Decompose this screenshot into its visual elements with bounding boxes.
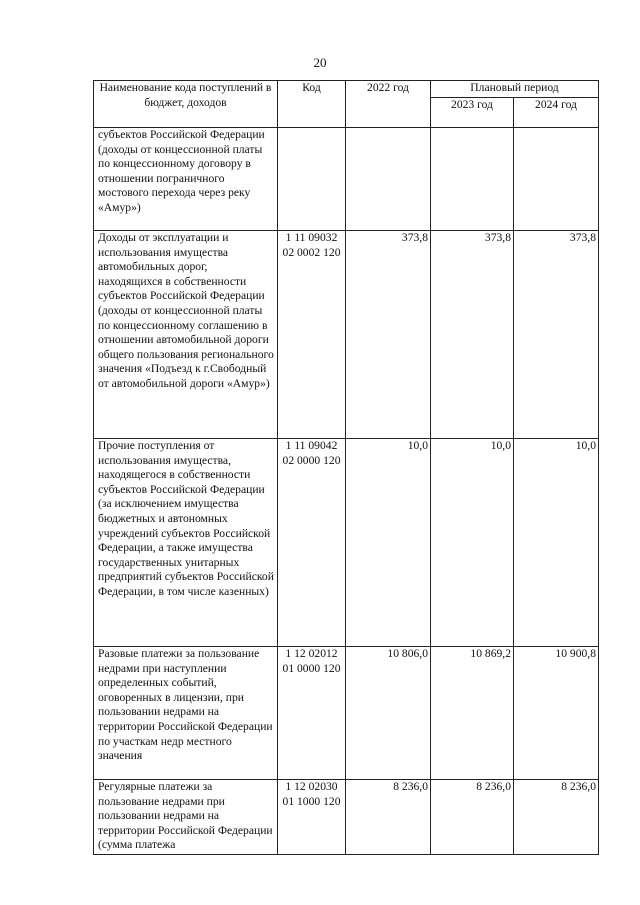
- row-name: Регулярные платежи за пользование недрами при пользовании недрами на территории Российской Федерации (сумма платежа: [94, 780, 278, 855]
- header-2024: 2024 год: [514, 98, 599, 128]
- row-name: субъектов Российской Федерации (доходы от концессионной платы по концессионному договору в отношении пограничного мостового перехода через реку «Амур»): [94, 128, 278, 231]
- row-code: 1 11 09032 02 0002 120: [278, 231, 346, 439]
- row-value-2024: [514, 128, 599, 231]
- row-value-2023: [431, 128, 514, 231]
- row-name: Доходы от эксплуатации и использования имущества автомобильных дорог, находящихся в собственности субъектов Российской Федерации (доходы от концессионной платы по концессионному соглашению в отношении автомобильной дороги общего пользования регионального значения «Подъезд к г.Свободный от автомобильной дороги «Амур»): [94, 231, 278, 439]
- table-row: [94, 128, 599, 231]
- header-2022: 2022 год: [346, 81, 431, 128]
- row-value-2024: 10,0: [514, 439, 599, 647]
- row-value-2024: 10 900,8: [514, 647, 599, 780]
- row-name: Разовые платежи за пользование недрами при наступлении определенных событий, оговоренных в лицензии, при пользовании недрами на территории Российской Федерации по участкам недр местного значения: [94, 647, 278, 780]
- row-value-2022: 10 806,0: [346, 647, 431, 780]
- page-number: 20: [313, 55, 327, 70]
- row-value-2023: 373,8: [431, 231, 514, 439]
- row-name: Прочие поступления от использования имущества, находящегося в собственности субъектов Российской Федерации (за исключением имущества бюджетных и автономных учреждений субъектов Российской Федерации, а также имущества государственных унитарных предприятий субъектов Российской Федерации, в том числе казенных): [94, 439, 278, 647]
- header-planned-period: Плановый период: [431, 81, 599, 98]
- row-value-2024: 8 236,0: [514, 780, 599, 855]
- row-value-2022: 8 236,0: [346, 780, 431, 855]
- table-row: [94, 439, 599, 647]
- header-code: Код: [278, 81, 346, 128]
- row-value-2023: 8 236,0: [431, 780, 514, 855]
- row-value-2023: 10,0: [431, 439, 514, 647]
- row-code: 1 11 09042 02 0000 120: [278, 439, 346, 647]
- row-value-2022: 373,8: [346, 231, 431, 439]
- header-row-top: [94, 81, 599, 98]
- row-code: 1 12 02012 01 0000 120: [278, 647, 346, 780]
- table-row: [94, 780, 599, 855]
- table-row: [94, 647, 599, 780]
- row-value-2022: [346, 128, 431, 231]
- row-code: [278, 128, 346, 231]
- row-value-2022: 10,0: [346, 439, 431, 647]
- header-name: Наименование кода поступлений в бюджет, доходов: [94, 81, 278, 128]
- row-value-2024: 373,8: [514, 231, 599, 439]
- row-value-2023: 10 869,2: [431, 647, 514, 780]
- budget-revenue-table: [93, 80, 599, 855]
- table-row: [94, 231, 599, 439]
- row-code: 1 12 02030 01 1000 120: [278, 780, 346, 855]
- header-2023: 2023 год: [431, 98, 514, 128]
